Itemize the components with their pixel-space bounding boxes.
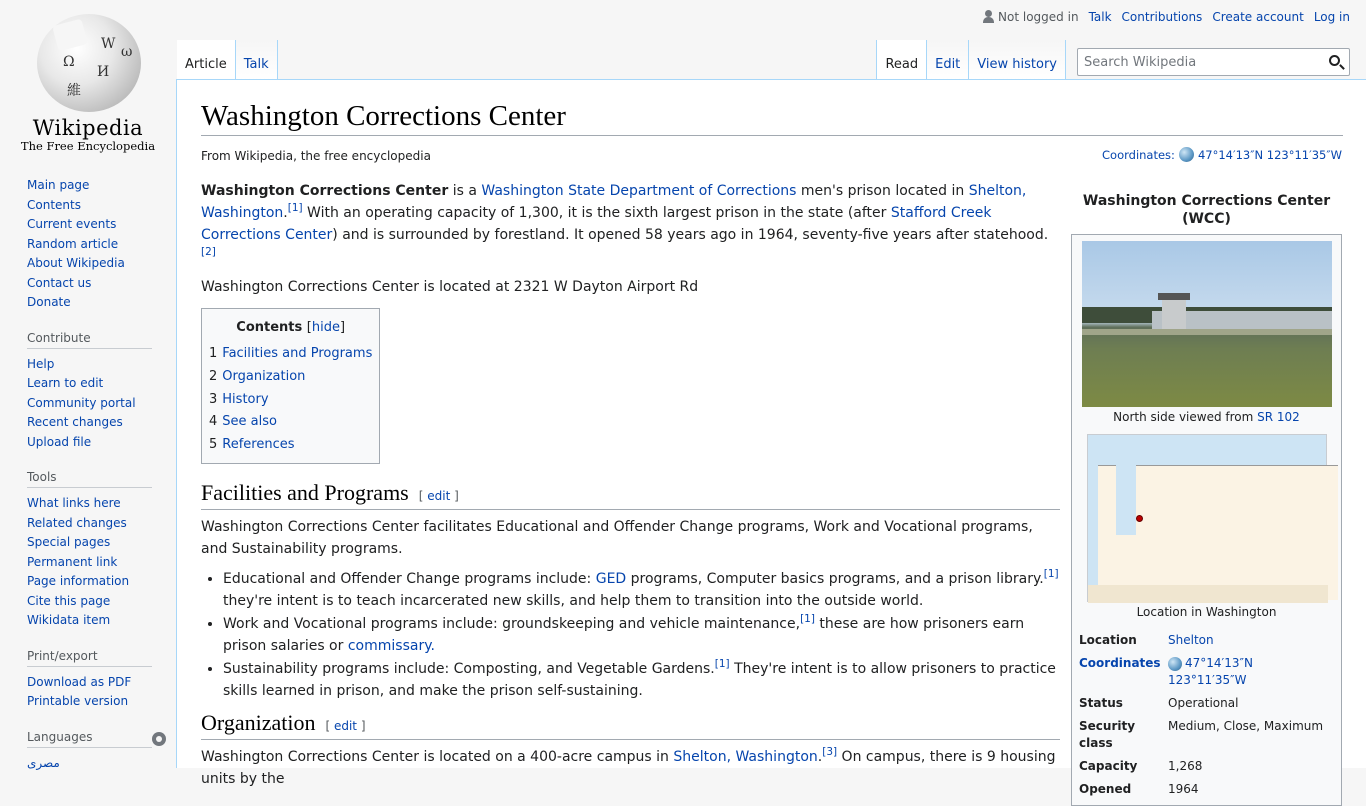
- wikipedia-logo[interactable]: [0, 0, 176, 160]
- personal-talk-link[interactable]: Talk: [1088, 10, 1112, 24]
- namespace-tabs: [177, 40, 278, 80]
- table-row: Opened 1964: [1079, 782, 1199, 796]
- sidebar-item-what-links-here[interactable]: What links here: [27, 496, 121, 510]
- tab-article[interactable]: Article: [177, 40, 236, 80]
- sidebar-item-donate[interactable]: Donate: [27, 295, 71, 309]
- programs-list: [223, 568, 1060, 702]
- search-input[interactable]: [1078, 49, 1318, 75]
- ged-link[interactable]: GED: [595, 570, 627, 587]
- title-coordinates[interactable]: [1102, 147, 1342, 162]
- site-subtitle: From Wikipedia, the free encyclopedia: [201, 149, 431, 163]
- sidebar-item-cite-this-page[interactable]: Cite this page: [27, 593, 111, 608]
- infobox-table: [1078, 629, 1335, 801]
- coordinates-label-link[interactable]: Coordinates: [1079, 656, 1161, 670]
- tools-heading: Tools: [27, 466, 152, 488]
- sidebar-item-learn-to-edit[interactable]: Learn to edit: [27, 376, 104, 390]
- not-logged-in: Not logged in: [983, 10, 1079, 24]
- sidebar-item-recent-changes[interactable]: Recent changes: [27, 415, 123, 429]
- sidebar: [0, 176, 176, 787]
- print-portal: [0, 645, 176, 712]
- contributions-link[interactable]: Contributions: [1121, 10, 1203, 24]
- article-body: [201, 180, 1060, 798]
- logo-tagline: The Free Encyclopedia: [20, 139, 156, 153]
- globe-icon[interactable]: [1179, 147, 1194, 162]
- infobox-title: Washington Corrections Center (WCC): [1082, 193, 1331, 227]
- user-icon: [983, 10, 994, 23]
- personal-tools: [983, 10, 1350, 24]
- tab-read[interactable]: Read: [876, 40, 927, 80]
- table-of-contents: [201, 308, 380, 464]
- sidebar-item-wikidata-item[interactable]: Wikidata item: [27, 613, 111, 627]
- location-marker-icon: [1136, 515, 1143, 522]
- address-paragraph: Washington Corrections Center is located at 2321 W Dayton Airport Rd: [201, 279, 699, 295]
- sidebar-item-community-portal[interactable]: Community portal: [27, 395, 136, 410]
- table-row: Location Shelton: [1079, 633, 1214, 647]
- sidebar-item-upload-file[interactable]: Upload file: [27, 434, 92, 449]
- view-tabs: [876, 40, 1066, 80]
- location-link[interactable]: Shelton: [1168, 633, 1214, 647]
- print-heading: Print/export: [27, 645, 152, 667]
- edit-section-link[interactable]: edit: [427, 488, 451, 503]
- tools-portal: [0, 466, 176, 631]
- location-map[interactable]: [1087, 434, 1327, 602]
- coordinates-link[interactable]: 47°14′13″N 123°11′35″W: [1168, 656, 1253, 687]
- toc-item[interactable]: 4 See also: [209, 414, 277, 430]
- facilities-paragraph: Washington Corrections Center facilitates Educational and Offender Change programs, Work and Vocational programs, and Sustainability programs.: [201, 518, 1033, 557]
- languages-heading: Languages: [27, 726, 152, 748]
- toc-hide-link[interactable]: hide: [311, 320, 340, 335]
- sidebar-item-permanent-link[interactable]: Permanent link: [27, 554, 118, 569]
- ref-1[interactable]: [1]: [800, 612, 815, 625]
- toc-item[interactable]: 5 References: [209, 437, 295, 453]
- commissary-link[interactable]: commissary.: [347, 637, 435, 654]
- puzzle-globe-icon: W Ω И 維 ω: [37, 14, 141, 112]
- prison-photo[interactable]: [1082, 241, 1332, 407]
- infobox-body: [1071, 234, 1342, 806]
- shelton-link[interactable]: Shelton, Washington: [201, 183, 1027, 221]
- toc-item[interactable]: 2 Organization: [209, 368, 306, 384]
- ref-3[interactable]: [3]: [822, 745, 838, 758]
- photo-caption: North side viewed from SR 102: [1113, 410, 1300, 424]
- tab-view-history[interactable]: View history: [969, 40, 1066, 80]
- intro-paragraph: Washington Corrections Center is a Washington State Department of Corrections men's prison located in Shelton, Washington.[1] With an operating capacity of 1,300, it is the sixth largest prison in the state (after Stafford Creek Corrections Center) and is surrounded by forestland. It opened 58 years ago in 1964, seventy-five years after statehood.[2]: [201, 183, 1049, 258]
- search-box: [1077, 48, 1350, 76]
- list-item: • Educational and Offender Change programs include: GED programs, Computer basics programs, and a prison library.[1] they're intent is to teach incarcerated new skills, and help them to transition into the outside world.: [223, 568, 1060, 612]
- table-row: Security class Medium, Close, Maximum: [1079, 719, 1324, 750]
- ref-1[interactable]: [1]: [1043, 567, 1059, 580]
- toc-title: Contents [hide]: [236, 320, 346, 335]
- search-icon[interactable]: [1329, 55, 1340, 66]
- sidebar-item-contact[interactable]: Contact us: [27, 275, 92, 290]
- sidebar-item-page-information[interactable]: Page information: [27, 574, 130, 588]
- infobox: [1071, 188, 1342, 806]
- sidebar-item-main-page[interactable]: Main page: [27, 178, 90, 192]
- nav-portal: [0, 176, 176, 313]
- shelton-link[interactable]: Shelton, Washington: [673, 748, 818, 765]
- sidebar-item-printable-version[interactable]: Printable version: [27, 694, 129, 708]
- ref-1[interactable]: [1]: [714, 657, 730, 670]
- logo-wordmark: Wikipedia: [32, 116, 144, 140]
- map-caption: Location in Washington: [1136, 605, 1277, 619]
- contribute-portal: [0, 327, 176, 453]
- sidebar-item-about[interactable]: About Wikipedia: [27, 256, 125, 270]
- sidebar-item-special-pages[interactable]: Special pages: [27, 535, 111, 549]
- wsdoc-link[interactable]: Washington State Department of Corrections: [481, 183, 797, 199]
- sidebar-item-download-pdf[interactable]: Download as PDF: [27, 674, 132, 689]
- languages-portal: [0, 726, 176, 774]
- section-heading-organization: Organization [ edit ]: [201, 712, 1060, 740]
- list-item: • Sustainability programs include: Composting, and Vegetable Gardens.[1] They're intent is to allow prisoners to practice skills learned in prison, and make the prison self-sustaining.: [223, 658, 1060, 702]
- contribute-heading: Contribute: [27, 327, 152, 349]
- list-item: • Work and Vocational programs include: groundskeeping and vehicle maintenance,[1] these are how prisoners earn prison salaries or commissary.: [223, 613, 1060, 657]
- globe-icon[interactable]: [1168, 657, 1182, 671]
- sidebar-item-help[interactable]: Help: [27, 356, 55, 371]
- table-row: Capacity 1,268: [1079, 759, 1203, 773]
- tab-talk[interactable]: Talk: [236, 40, 278, 80]
- organization-paragraph: Washington Corrections Center is located on a 400-acre campus in Shelton, Washington.[3] On campus, there is 9 housing units by the: [201, 745, 1056, 787]
- page-title: Washington Corrections Center: [201, 100, 1343, 136]
- stafford-creek-link[interactable]: Stafford Creek Corrections Center: [201, 205, 992, 243]
- ref-1[interactable]: [1]: [287, 202, 303, 214]
- toc-item[interactable]: 1 Facilities and Programs: [209, 346, 373, 361]
- coordinates-label: Coordinates:: [1102, 147, 1175, 162]
- sidebar-item-current-events[interactable]: Current events: [27, 217, 117, 231]
- sidebar-item-contents[interactable]: Contents: [27, 197, 81, 212]
- tab-edit[interactable]: Edit: [927, 40, 969, 80]
- sr102-link[interactable]: SR 102: [1257, 410, 1300, 424]
- toc-item[interactable]: 3 History: [209, 391, 269, 407]
- language-settings-gear-icon[interactable]: [152, 732, 166, 746]
- ref-2[interactable]: [2]: [201, 246, 216, 258]
- sidebar-item-language-arz[interactable]: مصرى: [27, 755, 60, 770]
- table-row: [1078, 652, 1335, 692]
- log-in-link[interactable]: Log in: [1313, 10, 1350, 24]
- coordinates-value[interactable]: 47°14′13″N 123°11′35″W: [1197, 147, 1342, 162]
- create-account-link[interactable]: Create account: [1212, 10, 1304, 24]
- sidebar-item-related-changes[interactable]: Related changes: [27, 515, 127, 530]
- edit-section-link[interactable]: edit: [333, 718, 357, 733]
- sidebar-item-random-article[interactable]: Random article: [27, 236, 119, 251]
- section-heading-facilities: Facilities and Programs [ edit ]: [201, 482, 1060, 510]
- table-row: Status Operational: [1079, 696, 1239, 710]
